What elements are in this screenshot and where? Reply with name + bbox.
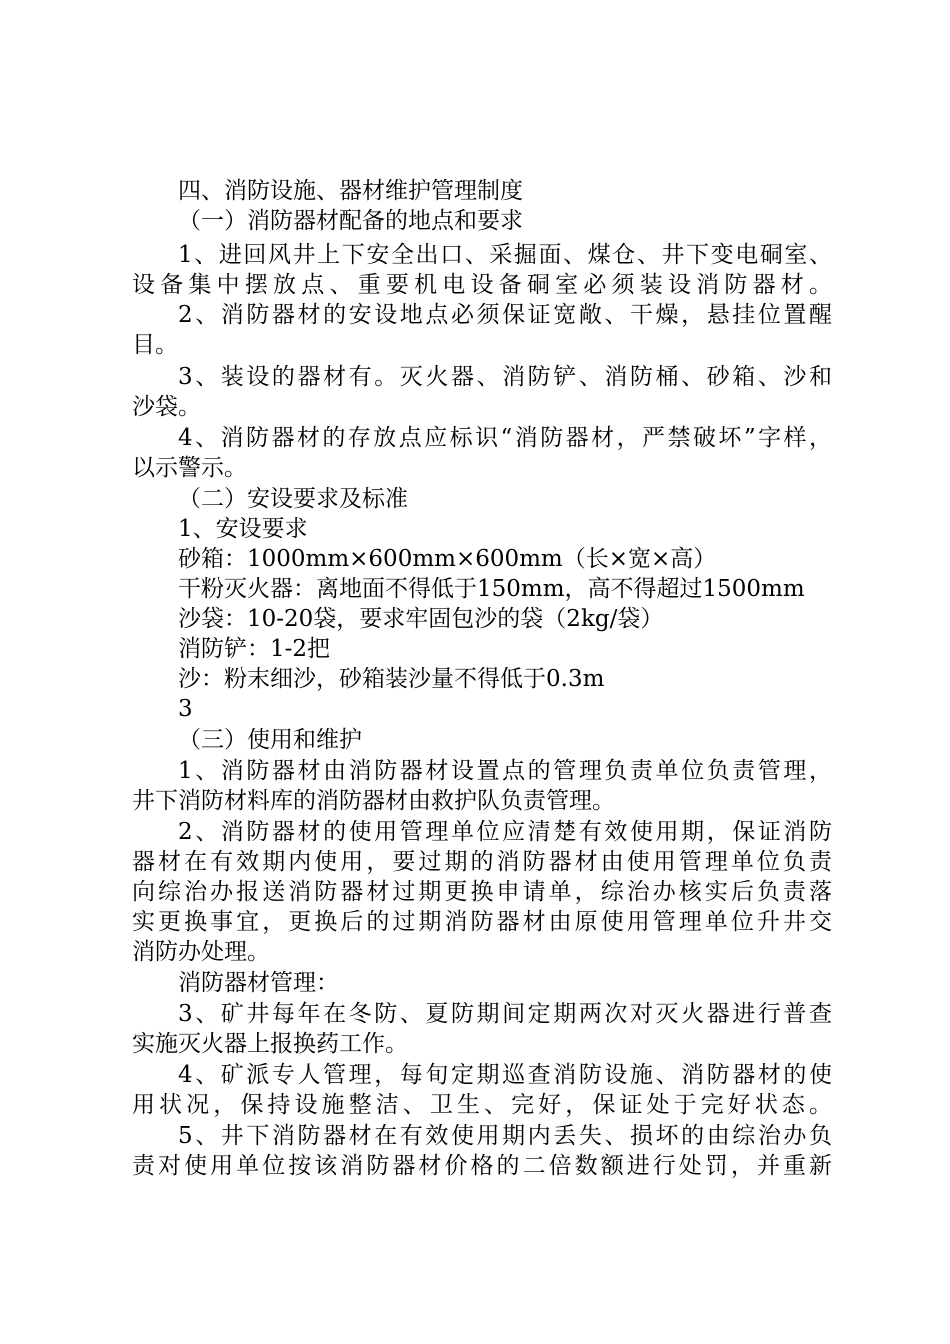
paragraph-line: 砂箱：1000mm×600mm×600mm（长×宽×高） <box>178 546 717 572</box>
paragraph-line: 1、进回风井上下安全出口、采掘面、煤仓、井下变电硐室、 <box>178 242 832 268</box>
paragraph-line: 实施灭火器上报换药工作。 <box>132 1031 408 1057</box>
paragraph-line: 井下消防材料库的消防器材由救护队负责管理。 <box>132 788 615 814</box>
paragraph-line: 3、装设的器材有。灭火器、消防铲、消防桶、砂箱、沙和 <box>178 364 832 390</box>
subsection-heading: （一）消防器材配备的地点和要求 <box>178 208 523 234</box>
paragraph-line: 责对使用单位按该消防器材价格的二倍数额进行处罚，并重新 <box>132 1153 832 1179</box>
paragraph-line: 1、安设要求 <box>178 516 308 542</box>
paragraph-line: 沙：粉末细沙，砂箱装沙量不得低于0.3m <box>178 666 605 692</box>
subsection-heading: （二）安设要求及标准 <box>178 486 408 512</box>
paragraph-line: 5、井下消防器材在有效使用期内丢失、损坏的由综治办负 <box>178 1123 832 1149</box>
paragraph-line: 器材在有效期内使用，要过期的消防器材由使用管理单位负责 <box>132 849 832 875</box>
paragraph-line: 消防铲：1-2把 <box>178 636 331 662</box>
paragraph-line: 2、消防器材的使用管理单位应清楚有效使用期，保证消防 <box>178 819 832 845</box>
paragraph-line: 目。 <box>132 332 178 358</box>
paragraph-line: 2、消防器材的安设地点必须保证宽敞、干燥，悬挂位置醒 <box>178 302 832 328</box>
paragraph-line: 3、矿井每年在冬防、夏防期间定期两次对灭火器进行普查 <box>178 1001 832 1027</box>
paragraph-line: 沙袋。 <box>132 394 201 420</box>
paragraph-line: 以示警示。 <box>132 455 247 481</box>
paragraph-line: 向综治办报送消防器材过期更换申请单，综治办核实后负责落 <box>132 879 832 905</box>
paragraph-line: 1、消防器材由消防器材设置点的管理负责单位负责管理， <box>178 758 832 784</box>
paragraph-line: 4、消防器材的存放点应标识“消防器材，严禁破坏”字样， <box>178 425 832 451</box>
paragraph-line: 消防办处理。 <box>132 939 270 965</box>
section-heading: 四、消防设施、器材维护管理制度 <box>178 178 523 204</box>
paragraph-line: 4、矿派专人管理，每旬定期巡查消防设施、消防器材的使 <box>178 1062 832 1088</box>
paragraph-line: 用状况，保持设施整洁、卫生、完好，保证处于完好状态。 <box>132 1092 832 1118</box>
paragraph-line: 3 <box>178 696 193 722</box>
paragraph-line: 沙袋：10-20袋，要求牢固包沙的袋（2kg/袋） <box>178 606 664 632</box>
subsection-heading: （三）使用和维护 <box>178 727 362 753</box>
paragraph-line: 设备集中摆放点、重要机电设备硐室必须装设消防器材。 <box>132 272 832 298</box>
paragraph-line: 干粉灭火器：离地面不得低于150mm，高不得超过1500mm <box>178 576 805 602</box>
paragraph-line: 消防器材管理： <box>178 970 339 996</box>
paragraph-line: 实更换事宜，更换后的过期消防器材由原使用管理单位升井交 <box>132 909 832 935</box>
